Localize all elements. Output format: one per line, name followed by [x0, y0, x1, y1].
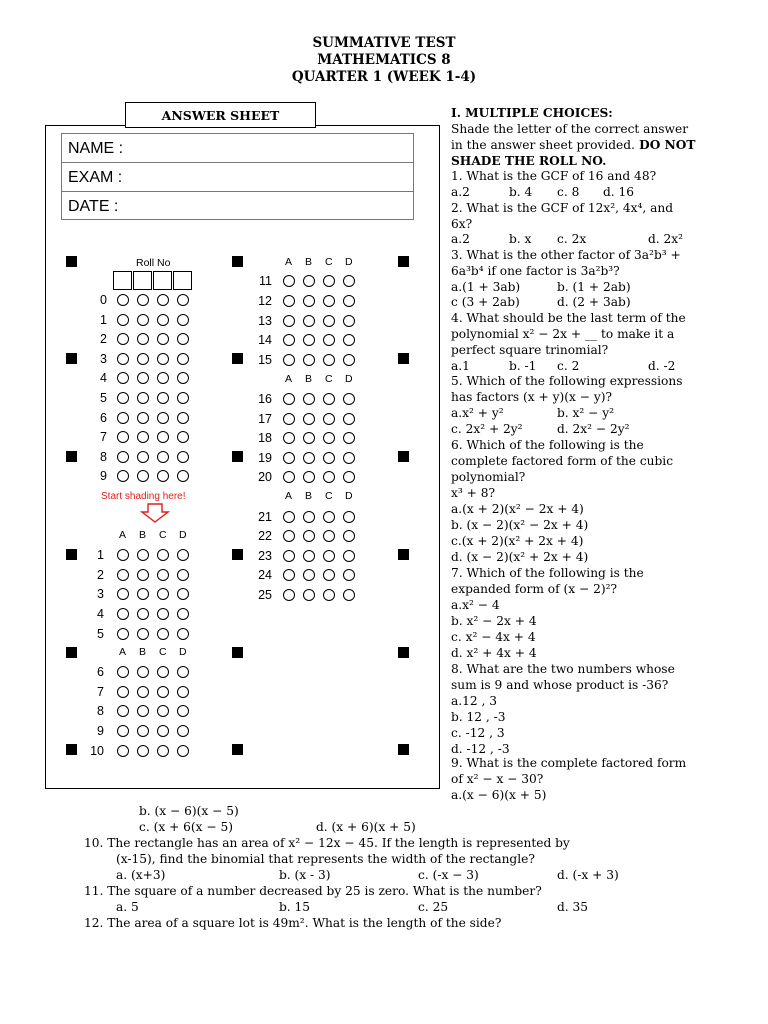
roll-digit-1-bubble-d[interactable]: [177, 314, 189, 326]
item-number-21: 21: [258, 509, 272, 524]
question-11-option-a: a. 5: [116, 900, 139, 914]
item-12-bubble-c[interactable]: [323, 295, 335, 307]
item-2-bubble-d[interactable]: [177, 569, 189, 581]
item-3-bubble-c[interactable]: [157, 588, 169, 600]
item-9-bubble-b[interactable]: [137, 725, 149, 737]
question-10-option-a: a. (x+3): [116, 868, 166, 882]
item-5-bubble-c[interactable]: [157, 628, 169, 640]
roll-digit-0-bubble-d[interactable]: [177, 294, 189, 306]
instruction-line-1: Shade the letter of the correct answer: [451, 122, 689, 136]
q5-option-a: a.x² + y²: [451, 406, 504, 420]
q1-option-c: c. 8: [557, 185, 580, 199]
item-16-bubble-b[interactable]: [303, 393, 315, 405]
item-number-16: 16: [258, 392, 272, 406]
q1-option-a: a.2: [451, 185, 470, 199]
instruction-text: in the answer sheet provided.: [451, 138, 635, 152]
roll-digit-1-bubble-c[interactable]: [157, 314, 169, 326]
item-number-3: 3: [97, 587, 104, 601]
question-6: 6. Which of the following is the: [451, 438, 644, 452]
q5-option-c: c. 2x² + 2y²: [451, 422, 523, 436]
alignment-mark: [398, 451, 409, 462]
item-1-bubble-c[interactable]: [157, 549, 169, 561]
roll-digit-8-bubble-d[interactable]: [177, 451, 189, 463]
item-10-bubble-b[interactable]: [137, 745, 149, 757]
item-13-bubble-c[interactable]: [323, 315, 335, 327]
question-11-option-c: c. 25: [418, 900, 449, 914]
item-4-bubble-a[interactable]: [117, 608, 129, 620]
roll-digit-3-bubble-b[interactable]: [137, 353, 149, 365]
item-13-bubble-b[interactable]: [303, 315, 315, 327]
question-9-cont: of x² − x − 30?: [451, 772, 544, 786]
item-20-bubble-b[interactable]: [303, 471, 315, 483]
choice-letter: D: [345, 256, 353, 268]
q6-option-a: a.(x + 2)(x² − 2x + 4): [451, 502, 584, 516]
item-6-bubble-d[interactable]: [177, 666, 189, 678]
question-7: 7. Which of the following is the: [451, 566, 644, 580]
item-16-bubble-c[interactable]: [323, 393, 335, 405]
item-7-bubble-c[interactable]: [157, 686, 169, 698]
q8-option-c: c. -12 , 3: [451, 726, 505, 740]
choice-letter: A: [119, 646, 127, 658]
question-10-option-c: c. (-x − 3): [418, 868, 479, 882]
question-8-cont: sum is 9 and whose product is -36?: [451, 678, 669, 692]
item-7-bubble-d[interactable]: [177, 686, 189, 698]
item-number-23: 23: [258, 548, 272, 563]
item-15-bubble-d[interactable]: [343, 354, 355, 366]
question-9-option-b: b. (x − 6)(x − 5): [139, 804, 239, 818]
q1-option-b: b. 4: [509, 185, 533, 199]
q6-option-c: c.(x + 2)(x² + 2x + 4): [451, 534, 584, 548]
roll-digit-label: 8: [100, 449, 107, 464]
item-number-9: 9: [97, 724, 104, 738]
item-10-bubble-d[interactable]: [177, 745, 189, 757]
item-9-bubble-d[interactable]: [177, 725, 189, 737]
roll-digit-label: 7: [100, 430, 107, 445]
roll-digit-5-bubble-c[interactable]: [157, 392, 169, 404]
question-8: 8. What are the two numbers whose: [451, 662, 675, 676]
question-4-cont: polynomial x² − 2x + __ to make it a: [451, 327, 675, 341]
roll-digit-3-bubble-a[interactable]: [117, 353, 129, 365]
item-22-bubble-c[interactable]: [323, 530, 335, 542]
item-10-bubble-c[interactable]: [157, 745, 169, 757]
item-24-bubble-d[interactable]: [343, 569, 355, 581]
item-17-bubble-c[interactable]: [323, 413, 335, 425]
alignment-mark: [232, 451, 243, 462]
item-22-bubble-a[interactable]: [283, 530, 295, 542]
question-10-option-b: b. (x - 3): [279, 868, 331, 882]
instruction-bold: DO NOT: [634, 138, 696, 152]
item-number-18: 18: [258, 431, 272, 445]
item-9-bubble-c[interactable]: [157, 725, 169, 737]
down-arrow-icon: [140, 503, 170, 523]
question-10-option-d: d. (-x + 3): [557, 868, 619, 882]
roll-no-box[interactable]: [133, 271, 152, 290]
alignment-mark: [232, 256, 243, 267]
item-23-bubble-a[interactable]: [283, 550, 295, 562]
q2-option-d: d. 2x²: [648, 232, 684, 246]
item-24-bubble-c[interactable]: [323, 569, 335, 581]
item-20-bubble-c[interactable]: [323, 471, 335, 483]
item-14-bubble-b[interactable]: [303, 334, 315, 346]
question-3: 3. What is the other factor of 3a²b³ +: [451, 248, 681, 262]
question-6-cont: complete factored form of the cubic: [451, 454, 674, 468]
roll-no-box[interactable]: [153, 271, 172, 290]
item-12-bubble-a[interactable]: [283, 295, 295, 307]
item-24-bubble-a[interactable]: [283, 569, 295, 581]
question-2-cont: 6x?: [451, 217, 473, 231]
question-9-option-c: c. (x + 6(x − 5): [139, 820, 234, 834]
item-2-bubble-b[interactable]: [137, 569, 149, 581]
roll-digit-5-bubble-b[interactable]: [137, 392, 149, 404]
instruction-line-3: SHADE THE ROLL NO.: [451, 154, 607, 168]
question-4: 4. What should be the last term of the: [451, 311, 686, 325]
item-16-bubble-a[interactable]: [283, 393, 295, 405]
item-25-bubble-c[interactable]: [323, 589, 335, 601]
item-23-bubble-c[interactable]: [323, 550, 335, 562]
question-3-cont: 6a³b⁴ if one factor is 3a²b³?: [451, 264, 620, 278]
alignment-mark: [232, 647, 243, 658]
subject-title: MATHEMATICS 8: [317, 52, 451, 68]
item-19-bubble-d[interactable]: [343, 452, 355, 464]
item-5-bubble-d[interactable]: [177, 628, 189, 640]
name-field[interactable]: NAME :: [62, 134, 413, 163]
q8-option-a: a.12 , 3: [451, 694, 498, 708]
alignment-mark: [398, 647, 409, 658]
roll-digit-8-bubble-b[interactable]: [137, 451, 149, 463]
alignment-mark: [398, 744, 409, 755]
item-21-bubble-c[interactable]: [323, 511, 335, 523]
roll-digit-8-bubble-a[interactable]: [117, 451, 129, 463]
choice-letter: B: [305, 256, 313, 268]
question-11-option-b: b. 15: [279, 900, 311, 914]
choice-letter: C: [159, 646, 167, 658]
roll-digit-label: 0: [100, 293, 107, 307]
item-16-bubble-d[interactable]: [343, 393, 355, 405]
item-4-bubble-b[interactable]: [137, 608, 149, 620]
q2-option-a: a.2: [451, 232, 470, 246]
item-number-5: 5: [97, 626, 104, 641]
item-2-bubble-a[interactable]: [117, 569, 129, 581]
q4-option-d: d. -2: [648, 359, 676, 373]
item-number-4: 4: [97, 607, 104, 621]
roll-digit-0-bubble-a[interactable]: [117, 294, 129, 306]
item-15-bubble-c[interactable]: [323, 354, 335, 366]
q3-option-c: c (3 + 2ab): [451, 295, 520, 309]
question-2: 2. What is the GCF of 12x², 4x⁴, and: [451, 201, 674, 215]
item-15-bubble-a[interactable]: [283, 354, 295, 366]
item-number-8: 8: [97, 704, 104, 718]
q3-option-b: b. (1 + 2ab): [557, 280, 631, 294]
item-21-bubble-a[interactable]: [283, 511, 295, 523]
item-8-bubble-c[interactable]: [157, 705, 169, 717]
item-4-bubble-c[interactable]: [157, 608, 169, 620]
instruction-line-2: [451, 137, 761, 153]
item-13-bubble-d[interactable]: [343, 315, 355, 327]
roll-digit-label: 2: [100, 332, 107, 347]
roll-digit-1-bubble-a[interactable]: [117, 314, 129, 326]
roll-digit-0-bubble-b[interactable]: [137, 294, 149, 306]
q5-option-b: b. x² − y²: [557, 406, 615, 420]
item-14-bubble-c[interactable]: [323, 334, 335, 346]
question-11-option-d: d. 35: [557, 900, 589, 914]
item-11-bubble-d[interactable]: [343, 275, 355, 287]
roll-digit-label: 4: [100, 371, 107, 386]
item-7-bubble-b[interactable]: [137, 686, 149, 698]
alignment-mark: [232, 549, 243, 560]
item-20-bubble-d[interactable]: [343, 471, 355, 483]
q4-option-c: c. 2: [557, 359, 580, 373]
choice-letter: C: [325, 373, 333, 385]
roll-digit-label: 1: [100, 312, 107, 327]
choice-letter: A: [285, 373, 293, 385]
item-number-1: 1: [97, 548, 104, 562]
question-1: 1. What is the GCF of 16 and 48?: [451, 169, 657, 183]
date-field[interactable]: DATE :: [68, 198, 119, 215]
q3-option-a: a.(1 + 3ab): [451, 280, 521, 294]
item-25-bubble-a[interactable]: [283, 589, 295, 601]
choice-letter: A: [285, 490, 293, 502]
choice-letter: B: [305, 373, 313, 385]
question-7-cont: expanded form of (x − 2)²?: [451, 582, 618, 596]
item-12-bubble-b[interactable]: [303, 295, 315, 307]
choice-letter: D: [345, 373, 353, 385]
alignment-mark: [66, 647, 77, 658]
item-7-bubble-a[interactable]: [117, 686, 129, 698]
item-11-bubble-b[interactable]: [303, 275, 315, 287]
choice-letter: A: [285, 256, 293, 268]
item-13-bubble-a[interactable]: [283, 315, 295, 327]
item-3-bubble-a[interactable]: [117, 588, 129, 600]
question-11: 11. The square of a number decreased by 25 is zero. What is the number?: [84, 884, 542, 898]
item-18-bubble-c[interactable]: [323, 432, 335, 444]
item-8-bubble-d[interactable]: [177, 705, 189, 717]
alignment-mark: [232, 744, 243, 755]
item-24-bubble-b[interactable]: [303, 569, 315, 581]
q7-option-b: b. x² − 2x + 4: [451, 614, 537, 628]
question-10: 10. The rectangle has an area of x² − 12x − 45. If the length is represented by: [84, 836, 570, 850]
item-12-bubble-d[interactable]: [343, 295, 355, 307]
item-number-19: 19: [258, 450, 272, 465]
roll-digit-label: 5: [100, 391, 107, 405]
item-18-bubble-b[interactable]: [303, 432, 315, 444]
roll-digit-1-bubble-b[interactable]: [137, 314, 149, 326]
item-8-bubble-a[interactable]: [117, 705, 129, 717]
choice-letter: A: [119, 529, 127, 541]
item-number-24: 24: [258, 568, 272, 582]
item-18-bubble-a[interactable]: [283, 432, 295, 444]
alignment-mark: [66, 549, 77, 560]
question-6-cont3: x³ + 8?: [451, 486, 496, 500]
item-17-bubble-b[interactable]: [303, 413, 315, 425]
choice-letter: D: [179, 529, 187, 541]
item-23-bubble-d[interactable]: [343, 550, 355, 562]
item-1-bubble-a[interactable]: [117, 549, 129, 561]
item-6-bubble-b[interactable]: [137, 666, 149, 678]
choice-letter: B: [139, 646, 147, 658]
item-9-bubble-a[interactable]: [117, 725, 129, 737]
item-14-bubble-a[interactable]: [283, 334, 295, 346]
item-19-bubble-b[interactable]: [303, 452, 315, 464]
item-1-bubble-d[interactable]: [177, 549, 189, 561]
item-21-bubble-d[interactable]: [343, 511, 355, 523]
test-title: SUMMATIVE TEST: [312, 35, 456, 51]
q4-option-a: a.1: [451, 359, 470, 373]
roll-digit-6-bubble-c[interactable]: [157, 412, 169, 424]
roll-digit-label: 6: [100, 410, 107, 425]
item-19-bubble-a[interactable]: [283, 452, 295, 464]
choice-letter: C: [159, 529, 167, 541]
item-number-12: 12: [258, 294, 272, 308]
q7-option-d: d. x² + 4x + 4: [451, 646, 537, 660]
item-17-bubble-a[interactable]: [283, 413, 295, 425]
item-8-bubble-b[interactable]: [137, 705, 149, 717]
item-18-bubble-d[interactable]: [343, 432, 355, 444]
q1-option-d: d. 16: [603, 185, 635, 199]
question-5-cont: has factors (x + y)(x − y)?: [451, 390, 613, 404]
roll-digit-3-bubble-d[interactable]: [177, 353, 189, 365]
alignment-mark: [66, 744, 77, 755]
item-number-15: 15: [258, 353, 272, 367]
question-9-option-d: d. (x + 6)(x + 5): [316, 820, 416, 834]
item-3-bubble-b[interactable]: [137, 588, 149, 600]
item-number-10: 10: [90, 743, 104, 758]
q6-option-d: d. (x − 2)(x² + 2x + 4): [451, 550, 589, 564]
item-11-bubble-c[interactable]: [323, 275, 335, 287]
roll-digit-label: 3: [100, 351, 107, 366]
item-number-17: 17: [258, 411, 272, 426]
choice-letter: B: [305, 490, 313, 502]
q2-option-b: b. x: [509, 232, 532, 246]
item-20-bubble-a[interactable]: [283, 471, 295, 483]
roll-digit-label: 9: [100, 469, 107, 484]
item-number-13: 13: [258, 313, 272, 328]
q6-option-b: b. (x − 2)(x² − 2x + 4): [451, 518, 589, 532]
q5-option-d: d. 2x² − 2y²: [557, 422, 630, 436]
item-number-11: 11: [259, 274, 272, 288]
choice-letter: D: [345, 490, 353, 502]
choice-letter: C: [325, 490, 333, 502]
item-6-bubble-c[interactable]: [157, 666, 169, 678]
roll-no-box[interactable]: [173, 271, 192, 290]
alignment-mark: [398, 256, 409, 267]
roll-digit-5-bubble-a[interactable]: [117, 392, 129, 404]
roll-no-label: Roll No: [136, 257, 171, 269]
item-15-bubble-b[interactable]: [303, 354, 315, 366]
question-6-cont2: polynomial?: [451, 470, 526, 484]
q3-option-d: d. (2 + 3ab): [557, 295, 631, 309]
start-shading-note: Start shading here!: [101, 491, 186, 502]
alignment-mark: [66, 353, 77, 364]
item-17-bubble-d[interactable]: [343, 413, 355, 425]
item-number-7: 7: [97, 684, 104, 699]
student-info-box: [61, 133, 414, 220]
item-25-bubble-d[interactable]: [343, 589, 355, 601]
alignment-mark: [66, 451, 77, 462]
roll-digit-6-bubble-a[interactable]: [117, 412, 129, 424]
alignment-mark: [66, 256, 77, 267]
roll-no-box[interactable]: [113, 271, 132, 290]
roll-digit-0-bubble-c[interactable]: [157, 294, 169, 306]
item-5-bubble-a[interactable]: [117, 628, 129, 640]
roll-digit-5-bubble-d[interactable]: [177, 392, 189, 404]
choice-letter: B: [139, 529, 147, 541]
item-14-bubble-d[interactable]: [343, 334, 355, 346]
roll-digit-3-bubble-c[interactable]: [157, 353, 169, 365]
item-number-6: 6: [97, 665, 104, 679]
quarter-title: QUARTER 1 (WEEK 1-4): [291, 69, 477, 85]
item-3-bubble-d[interactable]: [177, 588, 189, 600]
item-number-22: 22: [258, 529, 272, 543]
item-10-bubble-a[interactable]: [117, 745, 129, 757]
q8-option-d: d. -12 , -3: [451, 742, 510, 756]
q4-option-b: b. -1: [509, 359, 537, 373]
choice-letter: C: [325, 256, 333, 268]
question-5: 5. Which of the following expressions: [451, 374, 683, 388]
question-9-option-a: a.(x − 6)(x + 5): [451, 788, 547, 802]
alignment-mark: [232, 353, 243, 364]
item-22-bubble-d[interactable]: [343, 530, 355, 542]
item-23-bubble-b[interactable]: [303, 550, 315, 562]
item-1-bubble-b[interactable]: [137, 549, 149, 561]
item-22-bubble-b[interactable]: [303, 530, 315, 542]
item-11-bubble-a[interactable]: [283, 275, 295, 287]
roll-digit-6-bubble-d[interactable]: [177, 412, 189, 424]
item-number-14: 14: [258, 333, 272, 347]
q7-option-c: c. x² − 4x + 4: [451, 630, 536, 644]
question-9: 9. What is the complete factored form: [451, 756, 687, 770]
item-4-bubble-d[interactable]: [177, 608, 189, 620]
item-6-bubble-a[interactable]: [117, 666, 129, 678]
item-2-bubble-c[interactable]: [157, 569, 169, 581]
roll-digit-6-bubble-b[interactable]: [137, 412, 149, 424]
q7-option-a: a.x² − 4: [451, 598, 500, 612]
exam-field[interactable]: EXAM :: [62, 163, 413, 192]
answer-sheet-title: ANSWER SHEET: [125, 102, 316, 128]
choice-letter: D: [179, 646, 187, 658]
question-12: 12. The area of a square lot is 49m². What is the length of the side?: [84, 916, 502, 930]
roll-digit-8-bubble-c[interactable]: [157, 451, 169, 463]
section-heading: I. MULTIPLE CHOICES:: [451, 106, 613, 120]
item-number-2: 2: [97, 567, 104, 582]
item-number-20: 20: [258, 470, 272, 484]
alignment-mark: [398, 549, 409, 560]
item-5-bubble-b[interactable]: [137, 628, 149, 640]
question-10-cont: (x-15), find the binomial that represents the width of the rectangle?: [116, 852, 535, 866]
alignment-mark: [398, 353, 409, 364]
question-4-cont2: perfect square trinomial?: [451, 343, 609, 357]
q8-option-b: b. 12 , -3: [451, 710, 506, 724]
item-25-bubble-b[interactable]: [303, 589, 315, 601]
item-number-25: 25: [258, 587, 272, 602]
item-21-bubble-b[interactable]: [303, 511, 315, 523]
item-19-bubble-c[interactable]: [323, 452, 335, 464]
q2-option-c: c. 2x: [557, 232, 587, 246]
